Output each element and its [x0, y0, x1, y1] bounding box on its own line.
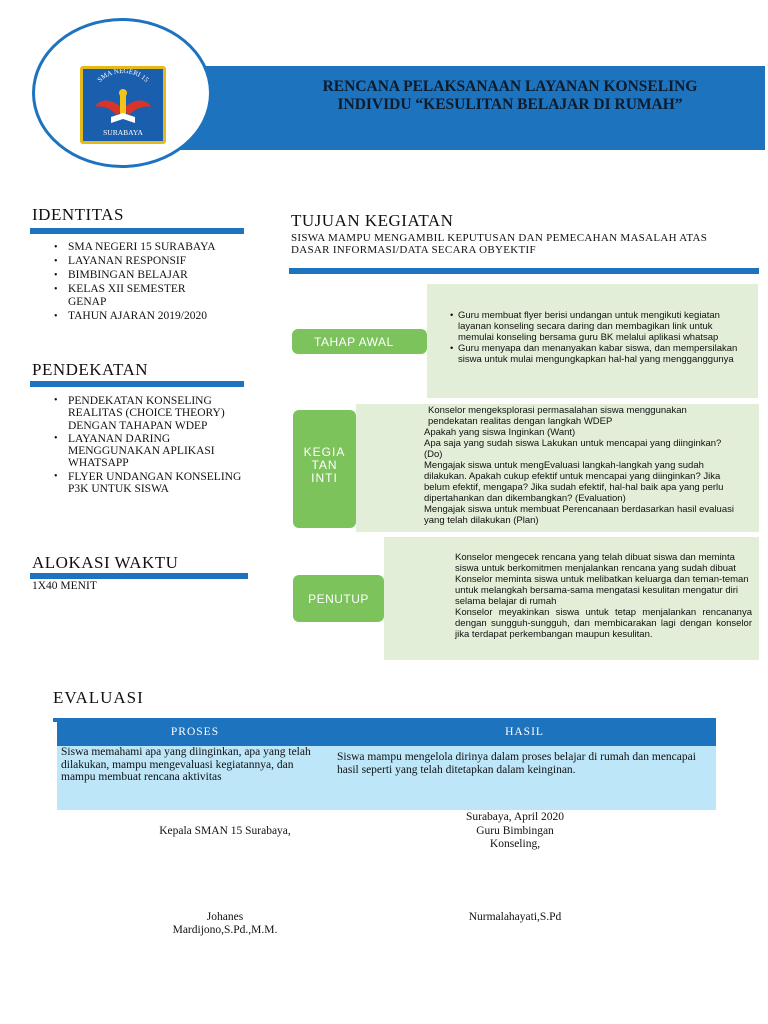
penutup-line: Konselor mengecek rencana yang telah dibuat siswa dan meminta siswa untuk berkomitmen menjalankan rencana yang sudah dibuat	[455, 552, 736, 574]
list-item: • TAHUN AJARAN 2019/2020	[68, 310, 250, 323]
tujuan-heading: TUJUAN KEGIATAN	[291, 211, 454, 230]
logo-text-top: SMA NEGERI 15	[95, 69, 151, 84]
kegiatan-inti-line: Mengajak siswa untuk mengEvaluasi langkah-langkah yang sudah dilakukan. Apakah cukup efektif untuk mencapai yang diinginkan? Jika belum efektif, mengapa? Jika sudah efektif, hal-hal baik apa yang perlu dipertahankan dan dikembangkan? (Evaluation)	[424, 460, 724, 504]
signature-left-name-2: Mardijono,S.Pd.,M.M.	[172, 924, 278, 936]
list-item: • KELAS XII SEMESTER GENAP	[68, 283, 218, 309]
kegiatan-inti-line: Konselor mengeksplorasi permasalahan siswa menggunakan pendekatan realitas dengan langkah WDEP	[428, 405, 687, 427]
svg-text:SMA NEGERI 15	[96, 69, 151, 84]
alokasi-heading: ALOKASI WAKTU	[32, 553, 179, 572]
evaluasi-table-header	[57, 722, 716, 746]
evaluasi-heading: EVALUASI	[53, 688, 144, 707]
kegiatan-inti-text	[424, 405, 738, 526]
signature-left-name-1: Johanes	[206, 911, 244, 923]
tahap-awal-text	[450, 310, 750, 365]
page-title: RENCANA PELAKSANAAN LAYANAN KONSELING INDIVIDU “KESULITAN BELAJAR DI RUMAH”	[322, 78, 698, 113]
signature-left-title: Kepala SMAN 15 Surabaya,	[159, 825, 291, 837]
col-hasil-header: HASIL	[505, 726, 544, 738]
kegiatan-inti-label: KEGIA TAN INTI	[293, 410, 356, 528]
col-proses-header: PROSES	[170, 726, 220, 738]
pendekatan-list-wrap	[30, 395, 245, 496]
signature-right-date: Surabaya, April 2020	[465, 811, 565, 823]
tahap-awal-item: • Guru menyapa dan menanyakan kabar siswa, dan mempersilakan siswa untuk mulai mengungkapkan hal-hal yang mengganggunya	[450, 343, 738, 365]
list-item: • FLYER UNDANGAN KONSELING P3K UNTUK SISWA	[68, 471, 245, 496]
list-item: • BIMBINGAN BELAJAR	[68, 269, 250, 282]
evaluasi-table-body	[57, 746, 716, 810]
alokasi-value: 1X40 MENIT	[32, 580, 97, 592]
tahap-awal-item: • Guru membuat flyer berisi undangan untuk mengikuti kegiatan layanan konseling secara daring dan membagikan link untuk memulai konseling bersama guru BK melalui aplikasi whatsap	[450, 310, 720, 343]
tujuan-rule	[289, 268, 759, 274]
identitas-list	[30, 241, 250, 323]
list-item: • LAYANAN RESPONSIF	[68, 255, 250, 268]
proses-cell: Siswa memahami apa yang diinginkan, apa yang telah dilakukan, mampu mengevaluasi kegiatannya, dan mampu membuat rencana aktivitas	[61, 746, 311, 783]
penutup-line: Konselor meminta siswa untuk melibatkan keluarga dan teman-teman untuk melangkah bersama-sama mengatasi kesulitan mengatur diri selama belajar di rumah	[455, 574, 749, 607]
school-logo	[80, 66, 166, 144]
logo-text-bottom: SURABAYA	[103, 128, 143, 137]
signature-right-title-1: Guru Bimbingan	[476, 825, 554, 837]
signature-right-name: Nurmalahayati,S.Pd	[468, 911, 562, 923]
alokasi-rule	[30, 573, 248, 579]
pendekatan-heading: PENDEKATAN	[32, 360, 149, 379]
tahap-awal-label: TAHAP AWAL	[292, 329, 427, 354]
list-item: • LAYANAN DARING MENGGUNAKAN APLIKASI WHATSAPP	[68, 433, 245, 470]
identitas-heading: IDENTITAS	[32, 205, 124, 224]
kegiatan-inti-line: Apakah yang siswa Inginkan (Want)	[424, 427, 576, 438]
list-item: • PENDEKATAN KONSELING REALITAS (CHOICE THEORY) DENGAN TAHAPAN WDEP	[68, 395, 245, 432]
pendekatan-rule	[30, 381, 244, 387]
hasil-cell: Siswa mampu mengelola dirinya dalam proses belajar di rumah dan mencapai hasil seperti yang telah ditetapkan dalam keinginan.	[337, 751, 696, 776]
penutup-text	[455, 552, 752, 640]
identitas-rule	[30, 228, 244, 234]
penutup-line: Konselor meyakinkan siswa untuk tetap menjalankan rencananya dengan sungguh-sungguh, dan membicarakan lagi dengan konselor jika terdapat perkembangan maupun kesulitan.	[455, 607, 752, 640]
list-item: • SMA NEGERI 15 SURABAYA	[68, 241, 250, 254]
signature-right-title-2: Konseling,	[489, 838, 541, 850]
pendekatan-list	[30, 395, 245, 495]
kegiatan-inti-line: Apa saja yang sudah siswa Lakukan untuk mencapai yang diinginkan? (Do)	[424, 438, 722, 460]
penutup-label: PENUTUP	[293, 575, 384, 622]
tujuan-text: SISWA MAMPU MENGAMBIL KEPUTUSAN DAN PEMECAHAN MASALAH ATAS DASAR INFORMASI/DATA SECARA OBYEKTIF	[291, 232, 708, 256]
kegiatan-inti-line: Mengajak siswa untuk membuat Perencanaan berdasarkan hasil evaluasi yang telah dilakukan (Plan)	[424, 504, 734, 526]
school-emblem-icon	[83, 69, 163, 141]
identitas-list-wrap	[30, 241, 250, 324]
